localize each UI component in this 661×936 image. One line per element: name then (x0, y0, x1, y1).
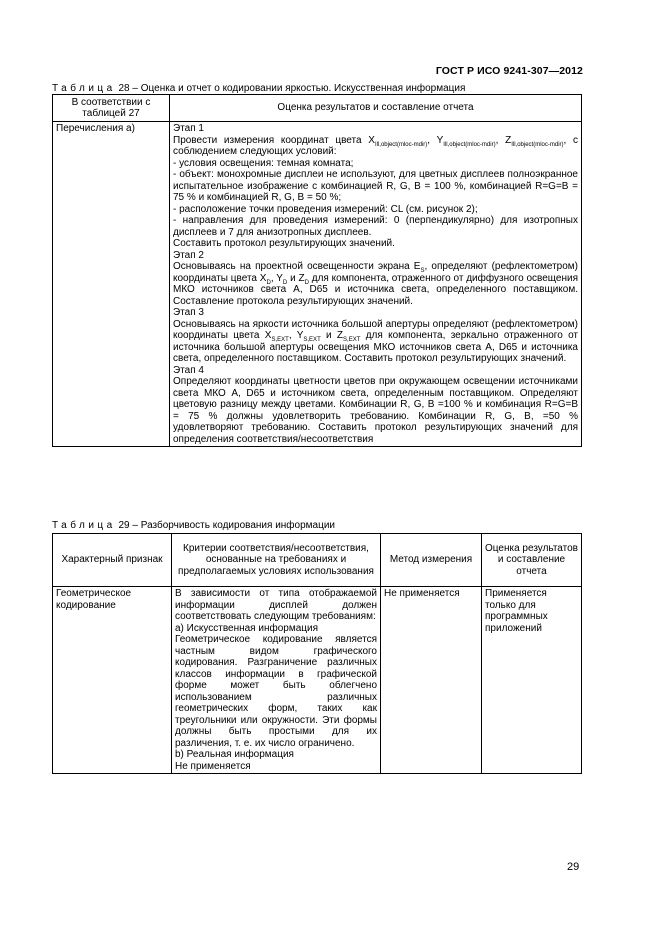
table-row (53, 587, 582, 774)
row-label: Перечисления а) (53, 122, 170, 447)
column-header: Оценка результатов и составление отчета (482, 534, 582, 587)
stage-text: Основываясь на проектной освещенности экрана $E_S$, определяют (рефлектометром) координаты цвета $X_D$, $Y_D$ и $Z_D$ для компонента, отраженного от диффузного освещения МКО источников света A, D65 и источника света, определенного поставщиком. Составление протокола результирующих значений. (173, 261, 578, 307)
stage-title: Этап 3 (173, 307, 204, 318)
table-28 (52, 94, 582, 447)
stage-text: Основываясь на яркости источника большой апертуры определяют (рефлектометром) координаты цвета $X_{S,EXT}$, $Y_{S,EXT}$ и $Z_{S,EXT}$ для компонента, зеркально отраженного от источника большой апертуры освещения МКО источников света A, D65 и источника света, определенного поставщиком. Составить протокол результирующих значений. (173, 318, 578, 364)
table-header-row (53, 534, 582, 587)
table-caption-text: 29 – Разборчивость кодирования информации (115, 520, 335, 531)
condition-item: - объект: монохромные дисплеи не используют, для цветных дисплеев полноэкранное испытательное изображение с комбинацией R, G, B = 100 %, комбинацией R=G=B = 75 % и комбинацией R, G, B = 50 %; (173, 169, 578, 203)
criteria-subheading: а) Искусственная информация (175, 622, 318, 634)
stage-text: Провести измерения координат цвета $X_{Ill,object(mloc-mdir)}$, $Y_{Ill,object(mloc-mdir)}$, $Z_{Ill,object(mloc-mdir)}$, с соблюдением следующих условий: (173, 134, 579, 157)
evaluation-cell (170, 122, 582, 447)
stage-title: Этап 1 (173, 123, 204, 134)
column-header: Критерии соответствия/несоответствия, основанные на требованиях и предполагаемых условиях использования (172, 534, 381, 587)
table-29 (52, 533, 582, 774)
evaluation-cell: Применяется только для программных приложений (482, 587, 582, 774)
stage-title: Этап 2 (173, 249, 204, 261)
criteria-subheading: b) Реальная информация (175, 749, 294, 760)
table-caption-word: Таблица (52, 83, 116, 94)
column-header: Характерный признак (53, 534, 172, 587)
table-caption-text: 28 – Оценка и отчет о кодировании яркостью. Искусственная информация (115, 83, 466, 94)
criteria-cell (172, 587, 381, 774)
condition-item: - условия освещения: темная комната; (173, 157, 354, 169)
criteria-text: В зависимости от типа отображаемой информации дисплей должен соответствовать следующим требованиям: (175, 588, 377, 622)
column-header: Метод измерения (381, 534, 482, 587)
criteria-text: Не применяется (175, 760, 251, 772)
stage-text: Составить протокол результирующих значений. (173, 238, 395, 249)
page-number: 29 (567, 861, 580, 873)
method-cell: Не применяется (381, 587, 482, 774)
table-caption-word: Таблица (52, 520, 116, 531)
stage-title: Этап 4 (173, 364, 204, 376)
table-row (53, 122, 582, 447)
feature-cell: Геометрическое кодирование (53, 587, 172, 774)
table-header-row (53, 95, 582, 122)
column-header: В соответствии с таблицей 27 (53, 95, 170, 122)
document-header: ГОСТ Р ИСО 9241-307—2012 (435, 65, 583, 77)
column-header: Оценка результатов и составление отчета (170, 95, 582, 122)
criteria-text: Геометрическое кодирование является частным видом графического кодирования. Разграничение различных классов информации в графической форме может быть облегчено использованием различных геометрических форм, таких как треугольники или окружности. Эти формы должны быть простыми для их различения, т. е. их число ограничено. (175, 634, 377, 749)
stage-text: Определяют координаты цветности цветов при окружающем освещении источниками света МКО A, D65 и источником света, определенным поставщиком. Определяют цветовую разницу между цветами. Комбинации R, G, B =100 % и комбинация R=G=B = 75 % должны удовлетворить требованию. Комбинации R, G, B, =50 % удовлетворяют требованию. Составить протокол результирующих значений для определения соответствия/несоответствия (173, 376, 578, 445)
condition-item: - направления для проведения измерений: 0 (перпендикулярно) для изотропных дисплеев и 7 для анизотропных дисплеев. (173, 215, 578, 238)
table-29-caption (52, 520, 335, 532)
condition-item: - расположение точки проведения измерений: CL (см. рисунок 2); (173, 203, 478, 215)
